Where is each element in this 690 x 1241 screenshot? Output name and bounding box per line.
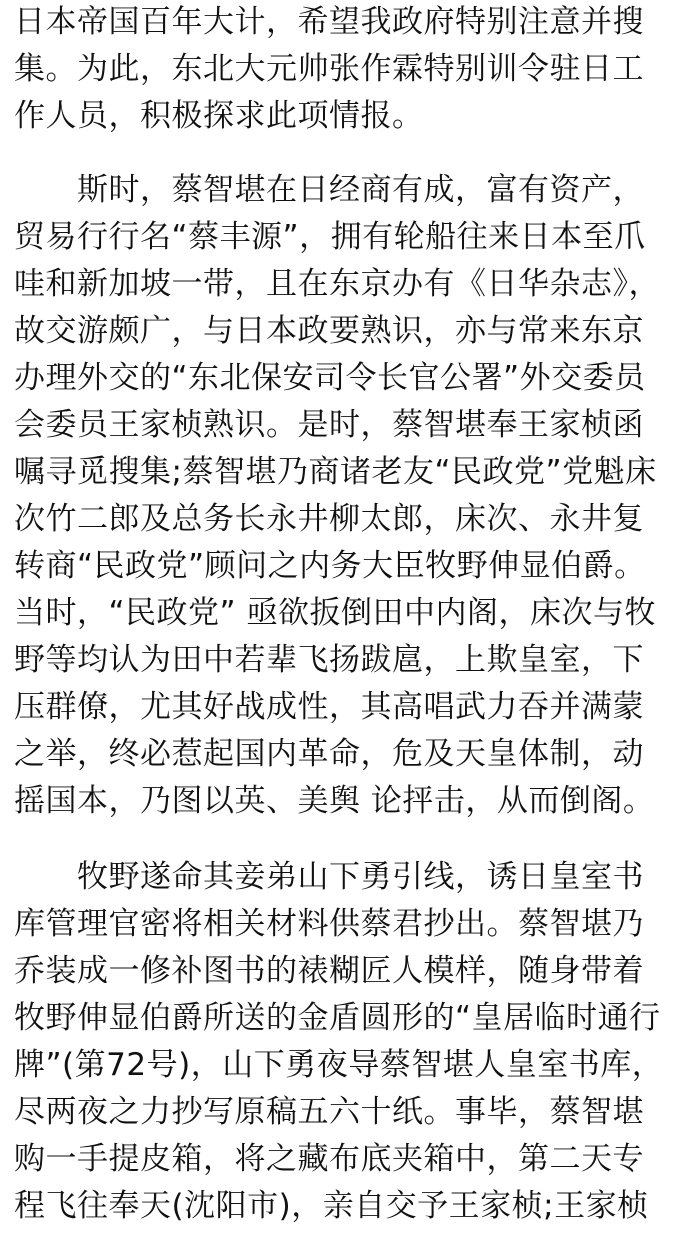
text-line: 乔装成一修补图书的裱糊匠人模样，随身带着 [14,953,644,989]
text-line: 之举，终必惹起国内革命，危及天皇体制，动 [14,736,644,772]
text-line: 转商“民政党”顾问之内务大臣牧野伸显伯爵。 [14,548,646,584]
text-line: 贸易行行名“蔡丰源”，拥有轮船往来日本至爪 [14,219,646,255]
text-line: 故交游颇广，与日本政要熟识，亦与常来东京 [14,313,644,349]
text-line: 日本帝国百年大计，希望我政府特别注意并搜 [14,4,644,40]
text-line: 尽两夜之力抄写原稿五六十纸。事毕，蔡智堪 [14,1094,644,1130]
text-line: 程飞往奉天(沈阳市)，亲自交予王家桢;王家桢 [14,1188,649,1224]
text-line: 办理外交的“东北保安司令长官公署”外交委员 [14,360,646,396]
text-line: 牌”(第72号)，山下勇夜导蔡智堪人皇室书库， [14,1047,664,1083]
text-line: 当时，“民政党” 亟欲扳倒田中内阁，床次与牧 [14,595,656,631]
text-line: 作人员，积极探求此项情报。 [14,98,424,134]
text-line: 次竹二郎及总务长永井柳太郎，床次、永井复 [14,501,644,537]
text-line: 哇和新加坡一带，且在东京办有《日华杂志》， [14,266,660,302]
text-line: 牧野遂命其妾弟山下勇引线，诱日皇室书 [14,859,644,895]
text-line: 牧野伸显伯爵所送的金盾圆形的“皇居临时通行 [14,1000,661,1036]
text-line: 嘱寻觅搜集;蔡智堪乃商诸老友“民政党”党魁床 [14,454,657,490]
text-line: 集。为此，东北大元帅张作霖特别训令驻日工 [14,51,644,87]
text-line: 斯时，蔡智堪在日经商有成，富有资产， [14,172,644,208]
text-line: 库管理官密将相关材料供蔡君抄出。蔡智堪乃 [14,906,644,942]
text-line: 压群僚，尤其好战成性，其高唱武力吞并满蒙 [14,689,644,725]
text-line: 购一手提皮箱，将之藏布底夹箱中，第二天专 [14,1141,644,1177]
text-line: 会委员王家桢熟识。是时，蔡智堪奉王家桢函 [14,407,644,443]
text-line: 野等均认为田中若辈飞扬跋扈，上欺皇室，下 [14,642,644,678]
text-line: 摇国本，乃图以英、美舆 论抨击，从而倒阁。 [14,783,655,819]
